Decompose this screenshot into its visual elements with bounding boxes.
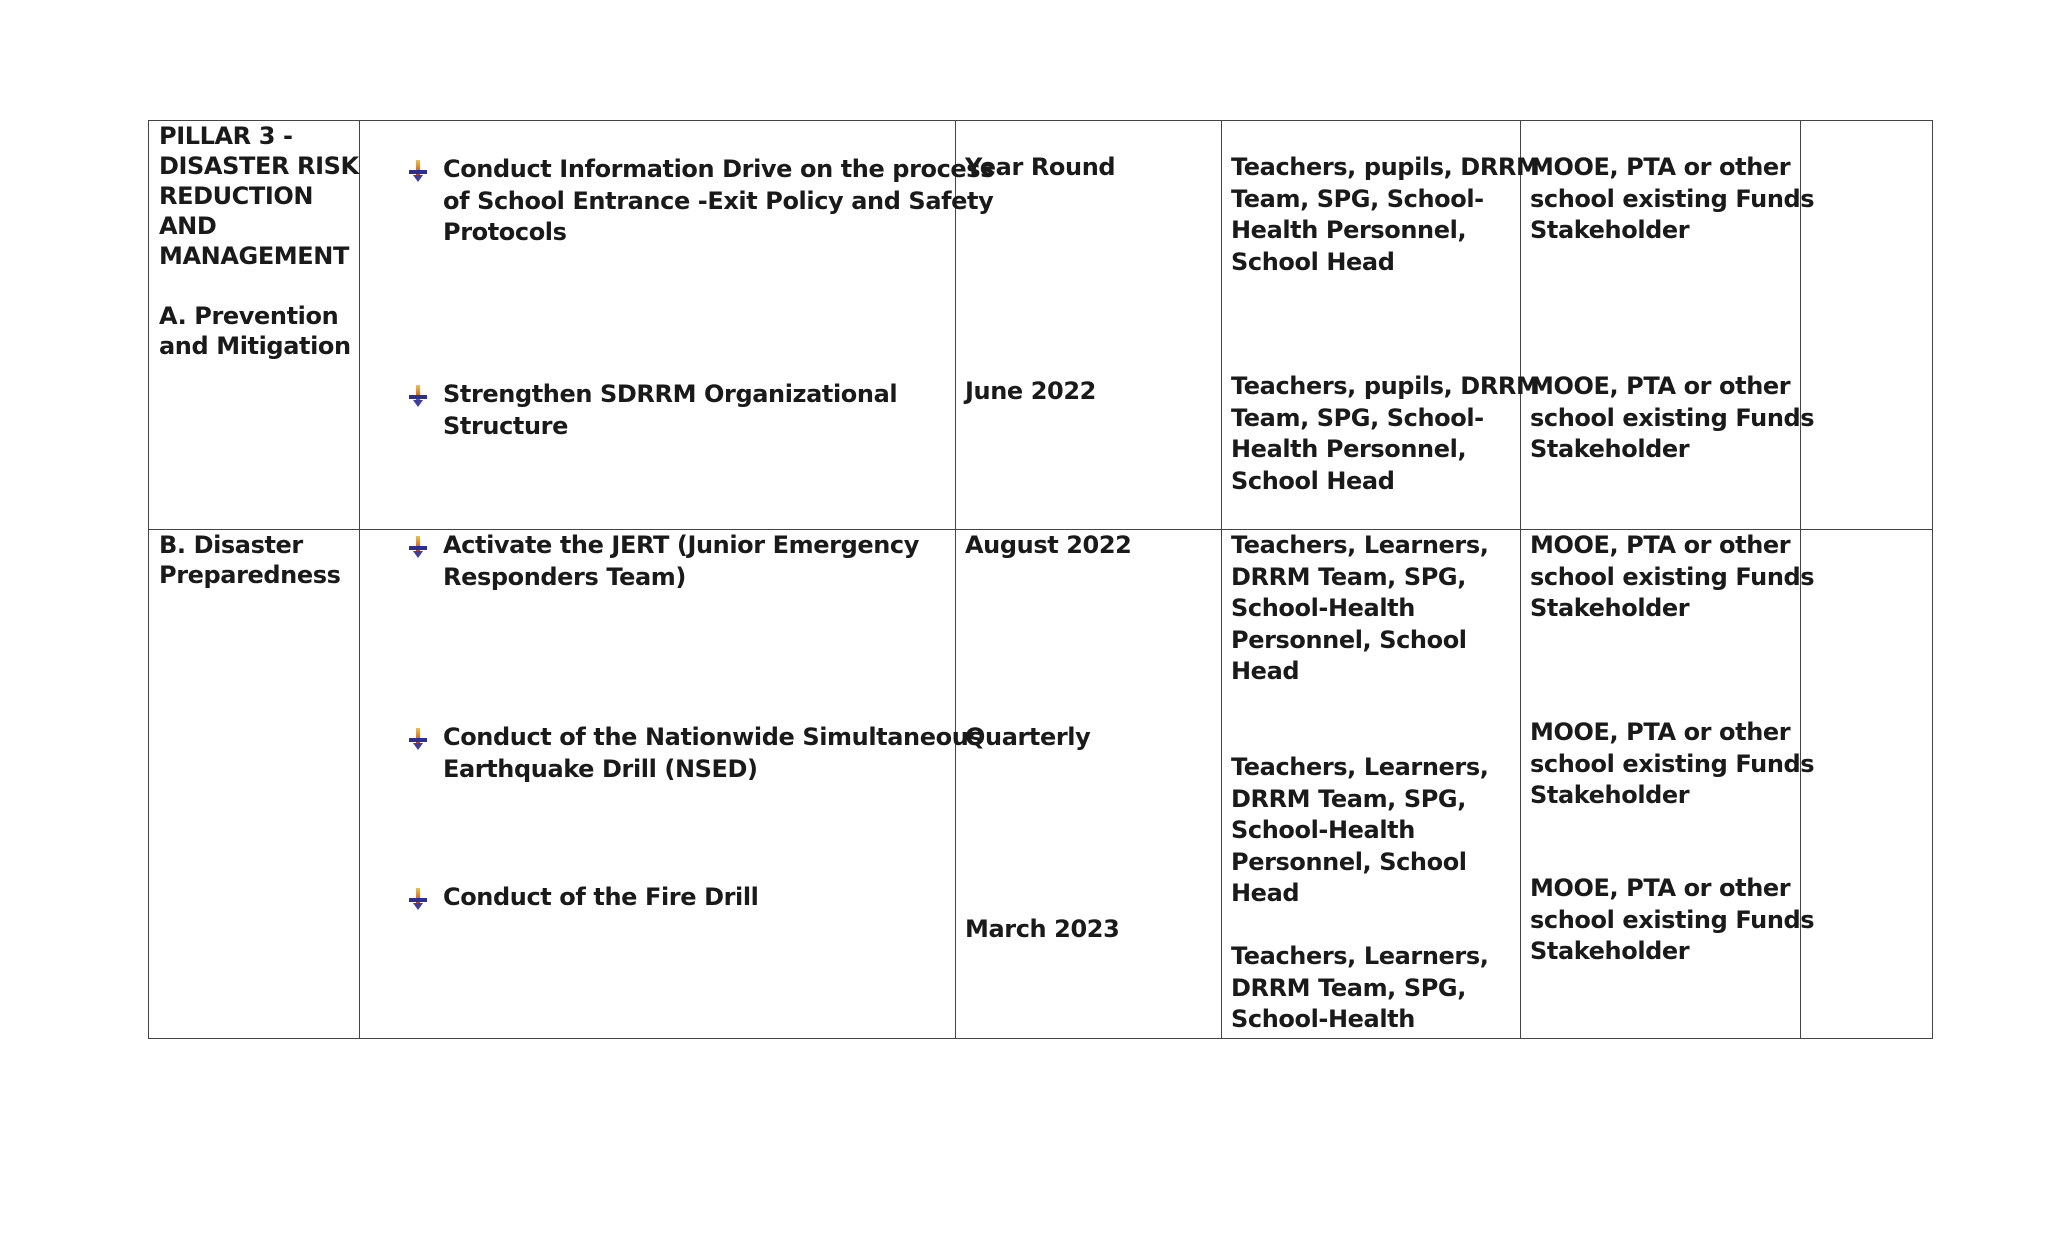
persons-line: Team, SPG, School- bbox=[1231, 403, 1484, 432]
activity-item bbox=[443, 722, 982, 785]
persons-line: Health Personnel, bbox=[1231, 216, 1467, 244]
resources bbox=[1530, 717, 1814, 812]
timeframe: Quarterly bbox=[965, 723, 1091, 751]
resources-line: school existing Funds bbox=[1530, 749, 1815, 778]
area-subtitle bbox=[159, 301, 351, 361]
resources-line: Stakeholder bbox=[1530, 594, 1690, 622]
area-line: A. Prevention bbox=[159, 302, 339, 330]
persons-line: Teachers, Learners, bbox=[1231, 942, 1489, 970]
persons-line: School-Health bbox=[1231, 594, 1415, 622]
column-divider bbox=[359, 121, 360, 1038]
area-line: DISASTER RISK bbox=[159, 152, 359, 180]
activity-line: Activate the JERT (Junior Emergency bbox=[443, 531, 919, 559]
persons-line: DRRM Team, SPG, bbox=[1231, 784, 1466, 813]
persons-line: Personnel, School bbox=[1231, 847, 1467, 876]
area-line: AND bbox=[159, 212, 217, 240]
activity-line: Protocols bbox=[443, 218, 567, 246]
area-line: PILLAR 3 - bbox=[159, 122, 293, 150]
arrow-bullet-icon bbox=[407, 887, 429, 911]
resources-line: school existing Funds bbox=[1530, 403, 1815, 432]
arrow-bullet-icon bbox=[407, 727, 429, 751]
activity-line: Conduct of the Nationwide Simultaneous bbox=[443, 723, 983, 751]
persons-line: School Head bbox=[1231, 247, 1395, 276]
activity-item bbox=[443, 154, 994, 249]
resources-line: school existing Funds bbox=[1530, 905, 1815, 934]
activity-line: Strengthen SDRRM Organizational bbox=[443, 380, 898, 408]
timeframe: Year Round bbox=[965, 153, 1116, 181]
persons-line: Teachers, pupils, DRRM bbox=[1231, 372, 1540, 400]
arrow-bullet-icon bbox=[407, 535, 429, 559]
area-line: MANAGEMENT bbox=[159, 242, 349, 270]
persons-line: Teachers, pupils, DRRM bbox=[1231, 153, 1540, 181]
persons-line: Teachers, Learners, bbox=[1231, 531, 1489, 559]
persons-line: Head bbox=[1231, 879, 1300, 907]
area-line: Preparedness bbox=[159, 561, 341, 589]
timeframe: June 2022 bbox=[965, 377, 1096, 405]
area-pillar-title bbox=[159, 121, 359, 271]
resources-line: Stakeholder bbox=[1530, 216, 1690, 244]
arrow-bullet-icon bbox=[407, 159, 429, 183]
resources bbox=[1530, 371, 1814, 466]
resources-line: MOOE, PTA or other bbox=[1530, 718, 1791, 746]
persons-involved bbox=[1231, 152, 1539, 278]
activity-line: Earthquake Drill (NSED) bbox=[443, 754, 758, 783]
persons-line: Personnel, School bbox=[1231, 625, 1467, 654]
timeframe: August 2022 bbox=[965, 531, 1132, 559]
column-divider bbox=[1221, 121, 1222, 1038]
area-line: B. Disaster bbox=[159, 531, 303, 559]
resources-line: MOOE, PTA or other bbox=[1530, 531, 1791, 559]
resources-line: MOOE, PTA or other bbox=[1530, 372, 1791, 400]
activity-line: Structure bbox=[443, 411, 568, 440]
resources-line: school existing Funds bbox=[1530, 184, 1815, 213]
persons-involved bbox=[1231, 752, 1488, 910]
resources bbox=[1530, 530, 1814, 625]
activity-line: of School Entrance -Exit Policy and Safety bbox=[443, 186, 994, 215]
action-plan-table bbox=[148, 120, 1933, 1039]
column-divider bbox=[955, 121, 956, 1038]
activity-item bbox=[443, 882, 759, 914]
activity-line: Conduct of the Fire Drill bbox=[443, 883, 759, 911]
persons-line: Head bbox=[1231, 657, 1300, 685]
persons-involved bbox=[1231, 371, 1539, 497]
persons-line: Health Personnel, bbox=[1231, 435, 1467, 463]
activity-line: Responders Team) bbox=[443, 562, 686, 591]
activity-item bbox=[443, 530, 919, 593]
persons-line: Teachers, Learners, bbox=[1231, 753, 1489, 781]
resources-line: Stakeholder bbox=[1530, 781, 1690, 809]
resources bbox=[1530, 873, 1814, 968]
persons-line: School-Health bbox=[1231, 816, 1415, 844]
persons-line: Team, SPG, School- bbox=[1231, 184, 1484, 213]
persons-involved bbox=[1231, 530, 1488, 688]
resources-line: MOOE, PTA or other bbox=[1530, 874, 1791, 902]
activity-item bbox=[443, 379, 897, 442]
area-line: REDUCTION bbox=[159, 182, 314, 210]
resources-line: MOOE, PTA or other bbox=[1530, 153, 1791, 181]
resources-line: Stakeholder bbox=[1530, 435, 1690, 463]
arrow-bullet-icon bbox=[407, 384, 429, 408]
persons-line: School-Health bbox=[1231, 1005, 1415, 1033]
persons-involved bbox=[1231, 941, 1488, 1036]
resources-line: Stakeholder bbox=[1530, 937, 1690, 965]
timeframe: March 2023 bbox=[965, 915, 1120, 943]
persons-line: DRRM Team, SPG, bbox=[1231, 562, 1466, 591]
area-line: and Mitigation bbox=[159, 332, 351, 360]
persons-line: School Head bbox=[1231, 466, 1395, 495]
resources-line: school existing Funds bbox=[1530, 562, 1815, 591]
area-subtitle bbox=[159, 530, 341, 590]
resources bbox=[1530, 152, 1814, 247]
persons-line: DRRM Team, SPG, bbox=[1231, 973, 1466, 1002]
activity-line: Conduct Information Drive on the process bbox=[443, 155, 995, 183]
